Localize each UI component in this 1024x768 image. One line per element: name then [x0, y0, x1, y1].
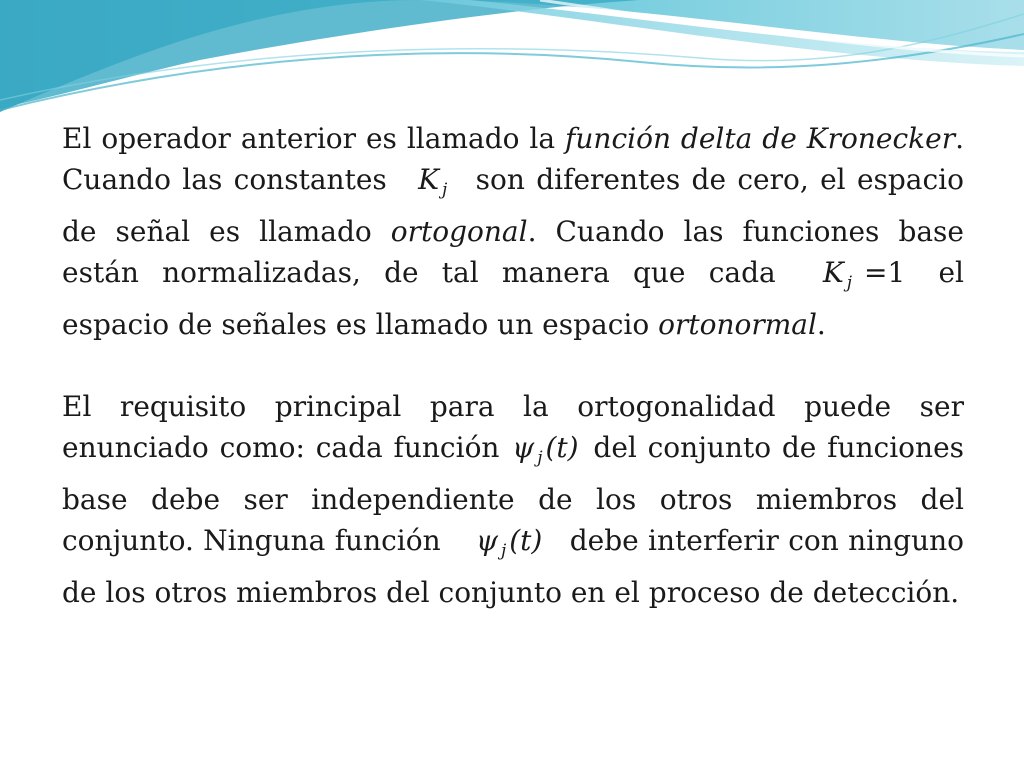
symbol-psi-j-t: ψ $_j$ (t)	[512, 431, 579, 468]
symbol-k-j: K $_j$	[418, 163, 448, 200]
text-segment: debe interferir con ninguno de los otros miembros del conjunto en el proceso de detección.	[62, 524, 965, 609]
text-segment: El requisito principal para la ortogonalidad puede ser enunciado como: cada función	[62, 390, 964, 464]
text-segment: del conjunto de funciones base debe ser independiente de los otros miembros del conjunto. Ninguna función	[62, 431, 965, 557]
slide-body	[62, 118, 964, 613]
symbol-k-j-equals-one: K $_j$ =1	[822, 256, 906, 293]
text-segment: el espacio de señales es llamado un espacio	[62, 256, 964, 341]
text-segment: . Cuando las constantes	[62, 122, 964, 196]
text-segment: . Cuando las funciones base están normalizadas, de tal manera que cada	[62, 215, 964, 289]
header-wave-decoration	[0, 0, 1024, 130]
paragraph-orthogonality	[62, 386, 964, 613]
text-segment: .	[816, 308, 826, 341]
text-segment: El operador anterior es llamado la	[62, 122, 566, 155]
term-ortogonal: ortogonal	[390, 215, 528, 248]
term-ortonormal: ortonormal	[658, 308, 817, 341]
symbol-psi-j-t: ψ $_j$ (t)	[476, 524, 543, 561]
term-kronecker-delta: función delta de Kronecker	[565, 122, 956, 155]
paragraph-kronecker	[62, 118, 964, 345]
text-segment: son diferentes de cero, el espacio de señal es llamado	[62, 163, 964, 248]
